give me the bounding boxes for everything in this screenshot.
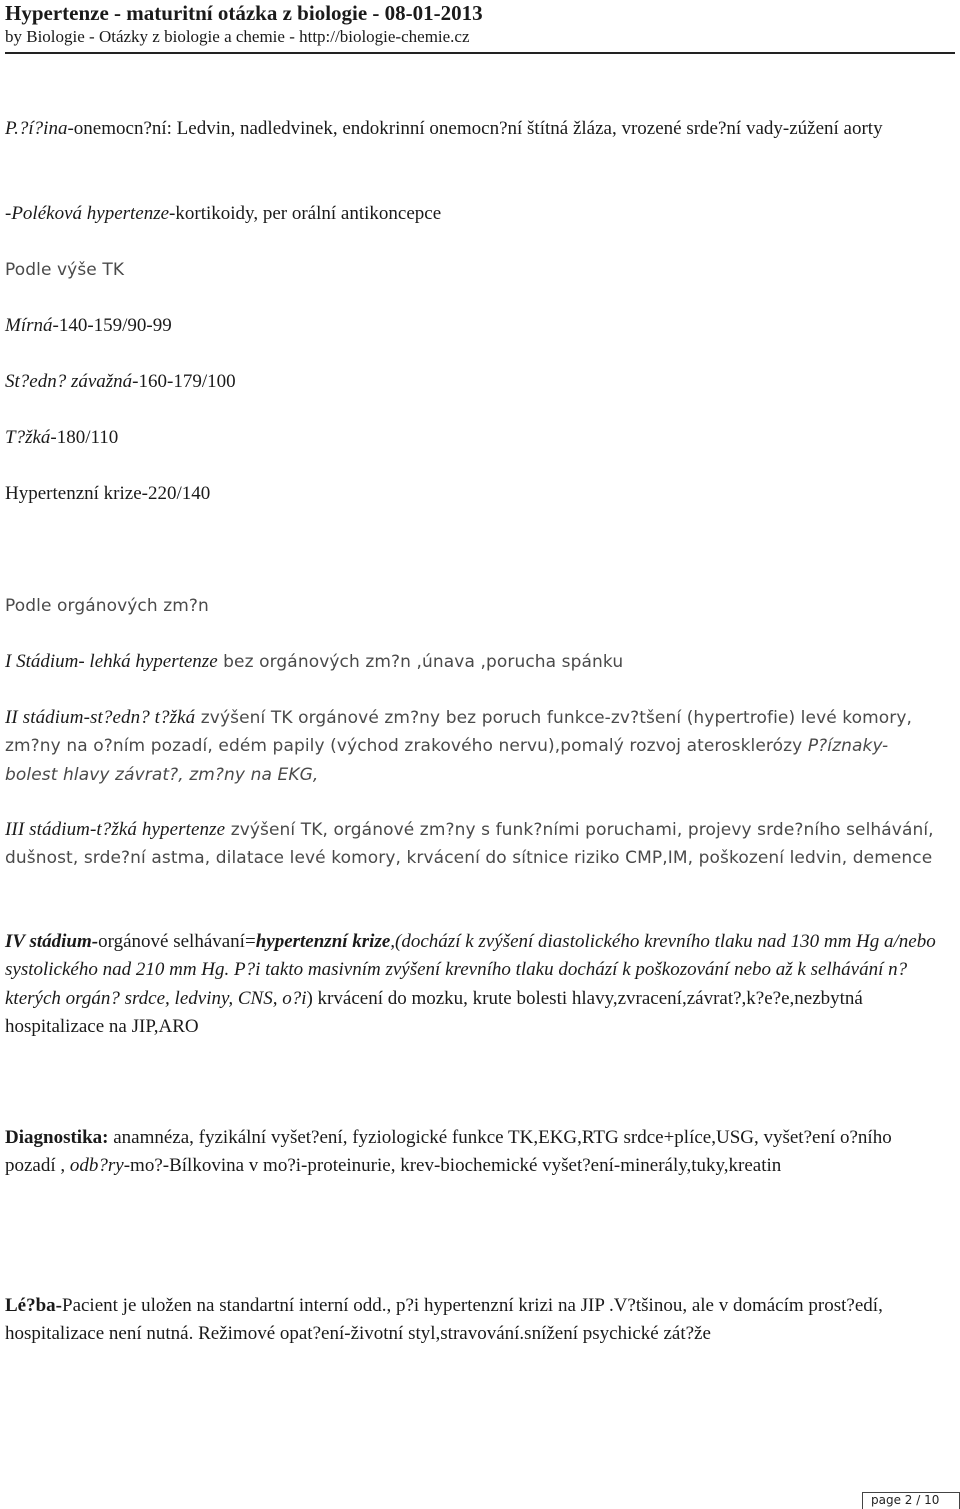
heading-by-bp-level: Podle výše TK <box>5 260 125 280</box>
paragraph-mild <box>5 312 940 340</box>
heading-by-organ-changes: Podle orgánových zm?n <box>5 596 209 616</box>
page-number: page 2 / 10 <box>871 1493 940 1507</box>
severe-label: T?žká- <box>5 427 57 448</box>
document-byline: by Biologie - Otázky z biologie a chemie - http://biologie-chemie.cz <box>5 27 470 46</box>
mild-value: 140-159/90-99 <box>58 315 172 336</box>
stage-4-label: IV stádium- <box>5 931 99 952</box>
stage-2-symptoms: P?íznaky-bolest hlavy závrat?, zm?ny na EKG, <box>5 736 889 785</box>
crisis-value: 220/140 <box>147 483 211 504</box>
treatment-label: Lé?ba- <box>5 1295 62 1316</box>
stage-1-label: I Stádium- lehká hypertenze <box>5 651 218 672</box>
crisis-label: Hypertenzní krize- <box>5 483 148 504</box>
stage-4-text: orgánové selhávaní= <box>98 931 256 952</box>
paragraph-moderate <box>5 368 940 396</box>
paragraph-causes <box>5 115 940 143</box>
treatment-text: Pacient je uložen na standartní interní odd., p?i hypertenzní krizi na JIP .V?tšinou, ale v domácím prost?edí, hospitalizace není nutná. Režimové opat?ení-životní styl,stravování.snížení psychické zát?že <box>5 1295 883 1345</box>
paragraph-stage-1 <box>5 648 940 676</box>
diagnostics-text: anamnéza, fyzikální vyšet?ení, fyziologické funkce TK,EKG,RTG srdce+plíce,USG, vyšet?ení o?ního pozadí , <box>5 1127 892 1177</box>
paragraph-crisis <box>5 480 940 508</box>
stage-4-crisis: hypertenzní krize <box>255 931 391 952</box>
drug-induced-label: -Poléková hypertenze- <box>5 203 176 224</box>
paragraph-treatment <box>5 1292 940 1349</box>
paragraph-drug-induced <box>5 200 940 228</box>
causes-label: P.?í?ina- <box>5 118 74 139</box>
stage-4-consequences: ) krvácení do mozku, krute bolesti hlavy,zvracení,závrat?,k?e?e,nezbytná hospitalizace na JIP,ARO <box>5 987 863 1038</box>
drug-induced-text: kortikoidy, per orální antikoncepce <box>175 203 442 224</box>
diagnostics-label: Diagnostika: <box>5 1127 109 1148</box>
document-title: Hypertenze - maturitní otázka z biologie - 08-01-2013 <box>5 1 483 25</box>
severe-value: 180/110 <box>56 427 119 448</box>
paragraph-stage-2 <box>5 704 940 789</box>
moderate-label: St?edn? závažná- <box>5 371 139 392</box>
stage-2-label: II stádium-st?edn? t?žká <box>5 707 196 728</box>
diagnostics-text-2: -mo?-Bílkovina v mo?i-proteinurie, krev-biochemické vyšet?ení-minerály,tuky,kreatin <box>123 1155 782 1177</box>
header-divider <box>5 52 955 54</box>
paragraph-stage-3 <box>5 816 940 873</box>
moderate-value: 160-179/100 <box>138 371 236 392</box>
diagnostics-samples: odb?ry <box>69 1155 124 1177</box>
mild-label: Mírná- <box>5 315 59 336</box>
stage-4-explanation: ,(dochází k zvýšení diastolického krevního tlaku nad 130 mm Hg a/nebo systolického nad 210 mm Hg. P?i takto masivním zvýšení krevního tlaku dochází k poškozování nebo až k selhávání n?kterých orgán? srdce, ledviny, CNS, o?i <box>5 931 936 1009</box>
stage-1-text: bez orgánových zm?n ,únava ,porucha spánku <box>217 652 624 672</box>
stage-3-text: zvýšení TK, orgánové zm?ny s funk?ními poruchami, projevy srde?ního selhávání, dušnost, srde?ní astma, dilatace levé komory, krvácení do sítnice riziko CMP,IM, poškození ledvin, demence <box>5 820 934 869</box>
paragraph-stage-4 <box>5 928 940 1042</box>
stage-2-text: zvýšení TK orgánové zm?ny bez poruch funkce-zv?tšení (hypertrofie) levé komory, zm?ny na o?ním pozadí, edém papily (východ zrakového nervu),pomalý rozvoj aterosklerózy <box>5 708 913 757</box>
stage-3-label: III stádium-t?žká hypertenze <box>5 819 226 840</box>
causes-text: onemocn?ní: Ledvin, nadledvinek, endokrinní onemocn?ní štítná žláza, vrozené srde?ní vady-zúžení aorty <box>73 118 883 139</box>
paragraph-severe <box>5 424 940 452</box>
paragraph-diagnostics <box>5 1124 940 1181</box>
